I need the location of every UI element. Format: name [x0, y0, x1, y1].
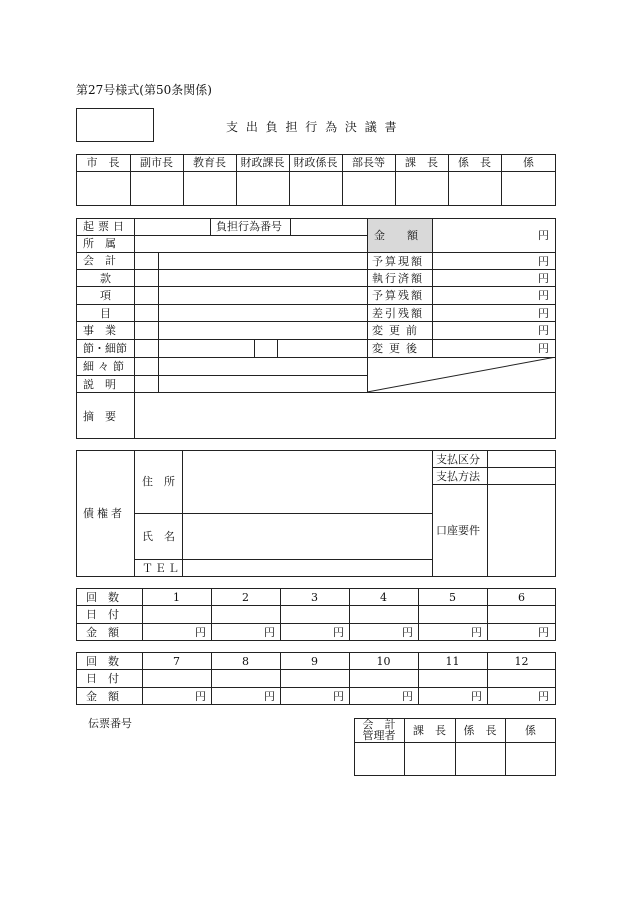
- installment-number: 9: [311, 655, 318, 668]
- label-subsection: 細々節: [83, 360, 128, 373]
- voucher-number-label: 伝票番号: [88, 717, 132, 730]
- installment-number: 11: [445, 655, 460, 668]
- label-pay-method: 支払方法: [436, 470, 480, 483]
- installment-number: 8: [242, 655, 249, 668]
- bottom-header-1: 課 長: [413, 724, 446, 737]
- label-amount-1: 金 額: [86, 626, 119, 639]
- label-budget: 予算現額: [372, 255, 424, 268]
- label-account-manager-2: 管理者: [362, 729, 396, 742]
- label-after-change: 変更後: [372, 342, 423, 355]
- yen-remaining: 円: [538, 289, 549, 302]
- installment-number: 7: [173, 655, 180, 668]
- label-moku: 目: [100, 307, 111, 320]
- label-name: 氏 名: [142, 530, 175, 543]
- yen-after-change: 円: [538, 342, 549, 355]
- installment-yen: 円: [471, 626, 482, 639]
- approval-header-2: 副市長: [140, 156, 173, 169]
- label-creditor: 債権者: [83, 507, 125, 520]
- approval-header-1: 市 長: [86, 156, 120, 169]
- installment-number: 2: [242, 591, 249, 604]
- installment-yen: 円: [195, 690, 206, 703]
- installment-number: 4: [380, 591, 387, 604]
- label-burden-no: 負担行為番号: [216, 220, 282, 233]
- label-remaining: 予算残額: [372, 289, 424, 302]
- label-address: 住 所: [142, 475, 175, 488]
- approval-header-8: 係 長: [458, 156, 491, 169]
- installment-yen: 円: [264, 690, 275, 703]
- label-before-change: 変更前: [372, 324, 423, 337]
- label-amount-2: 金 額: [86, 690, 119, 703]
- approval-header-3: 教育長: [193, 156, 226, 169]
- label-account-manager-1: 会 計: [362, 718, 396, 731]
- installment-yen: 円: [538, 690, 549, 703]
- label-date-2: 日 付: [86, 672, 119, 685]
- form-number: 第27号様式(第50条関係): [76, 83, 212, 97]
- label-count-1: 回 数: [86, 591, 119, 604]
- yen-difference: 円: [538, 307, 549, 320]
- stamp-box: [76, 108, 154, 142]
- installment-yen: 円: [402, 690, 413, 703]
- yen-executed: 円: [538, 272, 549, 285]
- label-amount: 金 額: [374, 229, 418, 242]
- bottom-header-3: 係: [525, 724, 536, 737]
- installment-yen: 円: [333, 626, 344, 639]
- installment-yen: 円: [195, 626, 206, 639]
- approval-header-4: 財政課長: [240, 156, 285, 169]
- page-title: 支 出 負 担 行 為 決 議 書: [226, 120, 399, 134]
- label-difference: 差引残額: [372, 307, 424, 320]
- approval-header-7: 課 長: [405, 156, 438, 169]
- label-summary: 摘 要: [83, 410, 116, 423]
- label-explanation: 説 明: [83, 378, 116, 391]
- label-date-1: 日 付: [86, 608, 119, 621]
- installment-number: 3: [311, 591, 318, 604]
- label-kou: 項: [100, 289, 111, 302]
- approval-header-9: 係: [523, 156, 534, 169]
- installment-number: 1: [173, 591, 180, 604]
- diagonal-line: [367, 357, 556, 392]
- label-count-2: 回 数: [86, 655, 119, 668]
- label-department: 所 属: [83, 237, 116, 250]
- label-tel: ＴＥＬ: [142, 562, 181, 575]
- installment-number: 6: [518, 591, 525, 604]
- yen-budget: 円: [538, 255, 549, 268]
- yen-amount: 円: [538, 229, 549, 242]
- installment-yen: 円: [471, 690, 482, 703]
- installment-number: 12: [514, 655, 529, 668]
- yen-before-change: 円: [538, 324, 549, 337]
- label-pay-class: 支払区分: [436, 453, 480, 466]
- installment-yen: 円: [538, 626, 549, 639]
- approval-header-5: 財政係長: [293, 156, 338, 169]
- installment-yen: 円: [402, 626, 413, 639]
- label-account-info: 口座要件: [436, 524, 480, 537]
- label-issue-date: 起票日: [83, 220, 128, 233]
- bottom-header-2: 係 長: [463, 724, 497, 737]
- installment-yen: 円: [264, 626, 275, 639]
- installment-number: 10: [376, 655, 391, 668]
- installment-yen: 円: [333, 690, 344, 703]
- label-executed: 執行済額: [372, 272, 424, 285]
- label-kan: 款: [100, 272, 111, 285]
- approval-header-6: 部長等: [352, 156, 385, 169]
- installment-number: 5: [449, 591, 456, 604]
- label-project: 事 業: [83, 324, 116, 337]
- label-section: 節・細節: [83, 342, 127, 355]
- label-account: 会 計: [83, 254, 116, 267]
